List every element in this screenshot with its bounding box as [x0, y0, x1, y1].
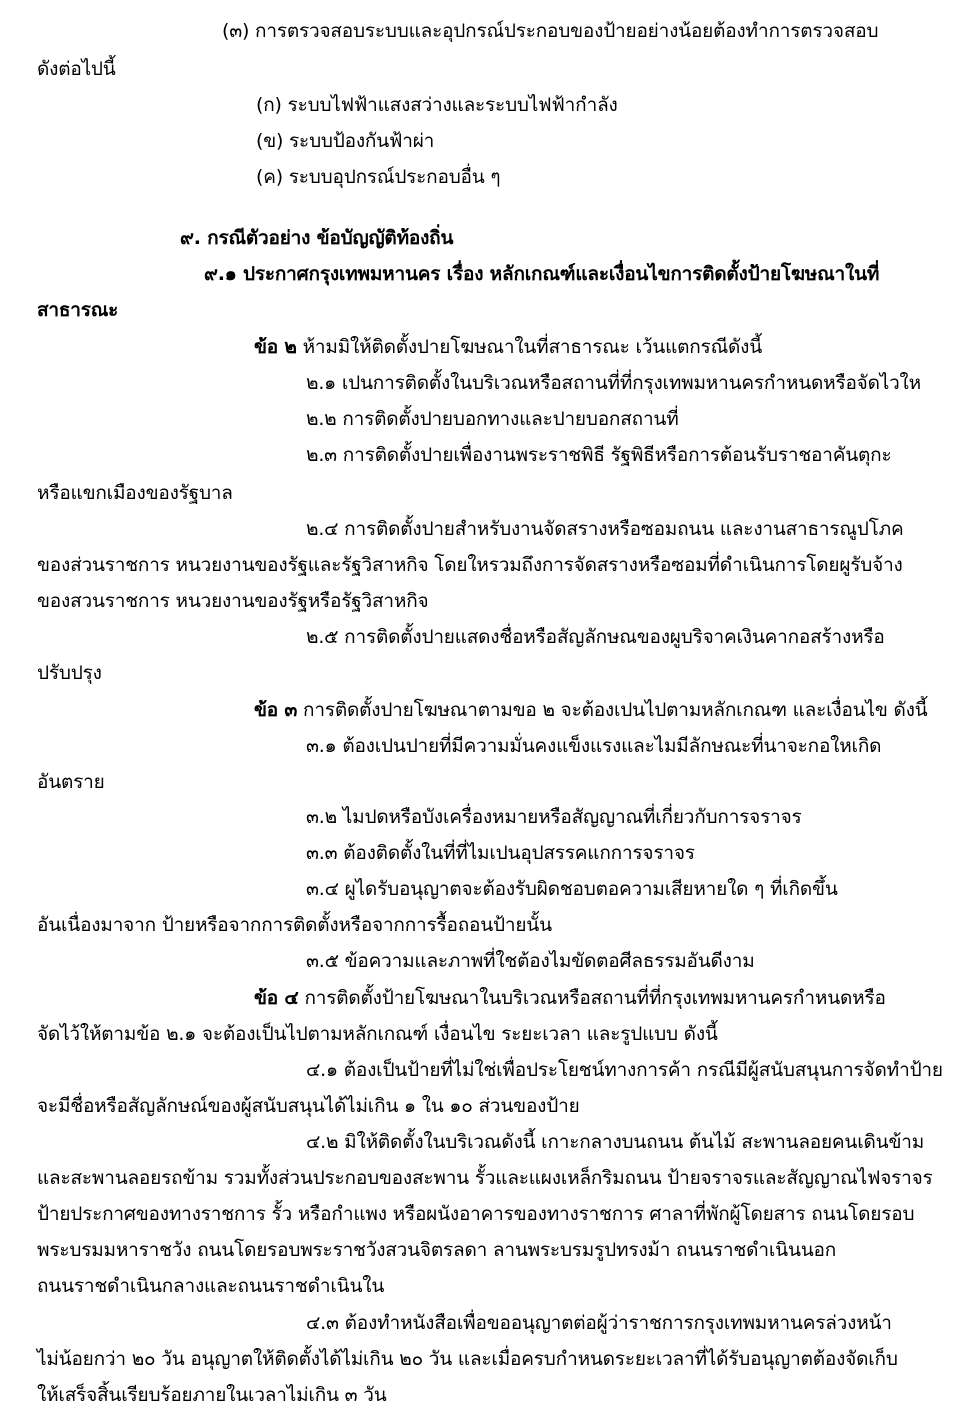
para-3-inspection-line2: ดังต่อไปนี้ — [37, 58, 116, 80]
clause-4-label: ข้อ ๔ — [254, 987, 299, 1009]
section-9-1-heading-line1: ๙.๑ ประกาศกรุงเทพมหานคร เรื่อง หลักเกณฑ์และเงื่อนไขการติดตั้งป้ายโฆษณาในที่ — [204, 263, 880, 285]
clause-2-4-line3: ของสวนราชการ หนวยงานของรัฐหรือรัฐวิสาหกิจ — [37, 590, 429, 612]
clause-2-text: ห้ามมิให้ติดตั้งปายโฆษณาในที่สาธารณะ เว้นแตกรณีดังนี้ — [302, 336, 762, 358]
clause-2-2: ๒.๒ การติดตั้งปายบอกทางและปายบอกสถานที่ — [306, 408, 679, 430]
clause-3-5: ๓.๕ ข้อความและภาพที่ใชต้องไมขัดตอศีลธรรมอันดีงาม — [306, 950, 755, 972]
clause-3-4-line2: อันเนื่องมาจาก ป้ายหรือจากการติดตั้งหรือจากการรื้อถอนป้ายนั้น — [37, 914, 552, 936]
clause-4-text: การติดตั้งป้ายโฆษณาในบริเวณหรือสถานที่ที่กรุงเทพมหานครกำหนดหรือ — [304, 987, 886, 1009]
para-3-inspection-line1: (๓) การตรวจสอบระบบและอุปกรณ์ประกอบของป้ายอย่างน้อยต้องทำการตรวจสอบ — [222, 20, 879, 42]
clause-3-2: ๓.๒ ไมปดหรือบังเครื่องหมายหรือสัญญาณที่เกี่ยวกับการจราจร — [306, 806, 802, 828]
clause-3-1-line2: อันตราย — [37, 771, 105, 793]
clause-3-3: ๓.๓ ต้องติดตั้งในที่ที่ไมเปนอุปสรรคแกการจราจร — [306, 842, 695, 864]
clause-2-3-line2: หรือแขกเมืองของรัฐบาล — [37, 482, 233, 504]
clause-2-4-line1: ๒.๔ การติดตั้งปายสำหรับงานจัดสรางหรือซอมถนน และงานสาธารณูปโภค — [306, 518, 904, 540]
clause-4-3-line2: ไม่น้อยกว่า ๒๐ วัน อนุญาตให้ติดตั้งได้ไม่เกิน ๒๐ วัน และเมื่อครบกำหนดระยะเวลาที่ได้รับอนุญาตต้องจัดเก็บ — [37, 1348, 898, 1370]
section-9-heading: ๙. กรณีตัวอย่าง ข้อบัญญัติท้องถิ่น — [180, 227, 454, 249]
clause-4-2-line1: ๔.๒ มิให้ติดตั้งในบริเวณดังนี้ เกาะกลางบนถนน ต้นไม้ สะพานลอยคนเดินข้าม — [306, 1131, 925, 1153]
clause-2-3-line1: ๒.๓ การติดตั้งปายเพื่องานพระราชพิธี รัฐพิธีหรือการต้อนรับราชอาคันตุกะ — [306, 444, 892, 466]
clause-4-1-line2: จะมีชื่อหรือสัญลักษณ์ของผู้สนับสนุนได้ไม่เกิน ๑ ใน ๑๐ ส่วนของป้าย — [37, 1095, 580, 1117]
clause-4-2-line4: พระบรมมหาราชวัง ถนนโดยรอบพระราชวังสวนจิตรลดา ลานพระบรมรูปทรงม้า ถนนราชดำเนินนอก — [37, 1239, 837, 1261]
clause-3-label: ข้อ ๓ — [254, 699, 298, 721]
clause-4-3-line1: ๔.๓ ต้องทำหนังสือเพื่อขออนุญาตต่อผู้ว่าราชการกรุงเทพมหานครล่วงหน้า — [306, 1312, 892, 1334]
item-kho-khwai: (ค) ระบบอุปกรณ์ประกอบอื่น ๆ — [256, 166, 501, 188]
clause-4-2-line3: ป้ายประกาศของทางราชการ รั้ว หรือกำแพง หรือผนังอาคารของทางราชการ ศาลาที่พักผู้โดยสาร ถนนโดยรอบ — [37, 1203, 915, 1225]
clause-2-label: ข้อ ๒ — [254, 336, 297, 358]
clause-3-4-line1: ๓.๔ ผูไดรับอนุญาตจะต้องรับผิดชอบตอความเสียหายใด ๆ ที่เกิดขึ้น — [306, 878, 838, 900]
clause-2-5-line2: ปรับปรุง — [37, 662, 102, 684]
clause-2-line — [254, 334, 762, 360]
clause-4-2-line2: และสะพานลอยรถข้าม รวมทั้งส่วนประกอบของสะพาน รั้วและแผงเหล็กริมถนน ป้ายจราจรและสัญญาณไฟจราจร — [37, 1167, 933, 1189]
clause-4-2-line5: ถนนราชดำเนินกลางและถนนราชดำเนินใน — [37, 1275, 385, 1297]
clause-3-text: การติดตั้งปายโฆษณาตามขอ ๒ จะต้องเปนไปตามหลักเกณฑ และเงื่อนไข ดังนี้ — [303, 699, 928, 721]
clause-4-line1 — [254, 985, 886, 1011]
section-9-1-heading-line2: สาธารณะ — [37, 299, 119, 321]
clause-4-3-line3: ให้เสร็จสิ้นเรียบร้อยภายในเวลาไม่เกิน ๓ วัน — [37, 1384, 387, 1406]
clause-4-line2: จัดไว้ให้ตามข้อ ๒.๑ จะต้องเป็นไปตามหลักเกณฑ์ เงื่อนไข ระยะเวลา และรูปแบบ ดังนี้ — [37, 1023, 718, 1045]
clause-2-5-line1: ๒.๕ การติดตั้งปายแสดงชื่อหรือสัญลักษณของผูบริจาคเงินคากอสร้างหรือ — [306, 626, 885, 648]
clause-3-1-line1: ๓.๑ ต้องเปนปายที่มีความมั่นคงแข็งแรงและไมมีลักษณะที่นาจะกอใหเกิด — [306, 735, 882, 757]
clause-2-4-line2: ของส่วนราชการ หนวยงานของรัฐและรัฐวิสาหกิจ โดยใหรวมถึงการจัดสรางหรือซอมที่ดำเนินการโดยผูรับจ้าง — [37, 554, 903, 576]
clause-3-line — [254, 697, 927, 723]
item-kho: (ข) ระบบป้องกันฟ้าผ่า — [256, 130, 435, 152]
item-ko: (ก) ระบบไฟฟ้าแสงสว่างและระบบไฟฟ้ากำลัง — [256, 94, 618, 116]
clause-4-1-line1: ๔.๑ ต้องเป็นป้ายที่ไม่ใช่เพื่อประโยชน์ทางการค้า กรณีมีผู้สนับสนุนการจัดทำป้าย — [306, 1059, 943, 1081]
clause-2-1: ๒.๑ เปนการติดตั้งในบริเวณหรือสถานที่ที่กรุงเทพมหานครกำหนดหรือจัดไวให — [306, 372, 921, 394]
